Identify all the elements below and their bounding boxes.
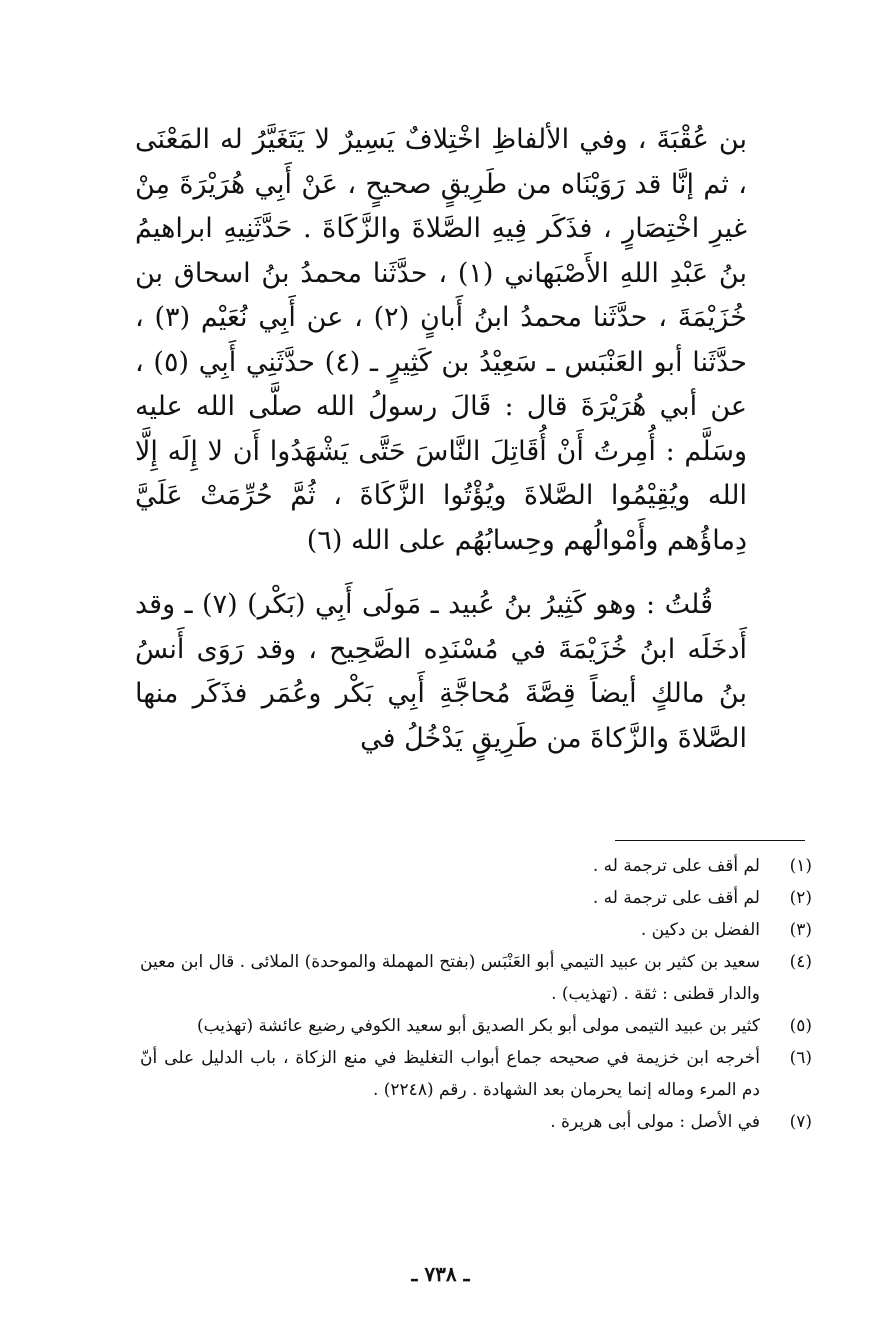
footnote-text: لم أقف على ترجمة له . — [592, 856, 760, 876]
main-text — [135, 118, 747, 761]
footnote-number: (١) — [789, 856, 812, 876]
footnote-number: (٣) — [789, 920, 812, 940]
main-paragraph-1: بن عُقْبَةَ ، وفي الألفاظِ اخْتِلافٌ يَسِيرٌ لا يَتَغَيَّرُ له المَعْنَى ، ثم إنَّا قد رَوَيْنَاه من طَرِيقٍ صحيحٍ ، عَنْ أَبِي هُرَيْرَةَ مِنْ غيرِ اخْتِصَارٍ ، فذَكَر فِيهِ الصَّلاةَ والزَّكَاةَ . حَدَّثَنِيهِ ابراهيمُ بنُ عَبْدِ اللهِ الأَصْبَهاني (١) ، حدَّثَنا محمدُ بنُ اسحاق بن خُزَيْمَةَ ، حدَّثَنا محمدُ ابنُ أَبانٍ (٢) ، عن أَبِي نُعَيْم (٣) ، حدَّثَنا أبو العَنْبَس ـ سَعِيْدُ بن كَثِيرٍ ـ (٤) حدَّثَنِي أَبِي (٥) ، عن أبي هُرَيْرَةَ قال : قَالَ رسولُ الله صلَّى الله عليه وسَلَّم : أُمِرتُ أَنْ أُقَاتِلَ النَّاسَ حَتَّى يَشْهَدُوا أَن لا إِلَه إِلَّا الله ويُقِيْمُوا الصَّلاةَ ويُؤْتُوا الزَّكَاةَ ، ثُمَّ حُرِّمَتْ عَلَيَّ دِماؤُهم وأَمْوالُهم وحِسابُهُم على الله (٦) — [135, 124, 747, 556]
footnote-text: كثير بن عبيد التيمى مولى أبو بكر الصديق أبو سعيد الكوفي رضيع عائشة (تهذيب) — [196, 1016, 760, 1036]
footnote-4 — [140, 946, 812, 1010]
footnote-text: سعيد بن كثير بن عبيد التيمي أبو العَنْبَس (بفتح المهملة والموحدة) الملائى . قال ابن معين والدار قطنى : ثقة . (تهذيب) . — [140, 952, 760, 1004]
footnote-divider — [615, 840, 805, 841]
footnote-number: (٦) — [789, 1048, 812, 1068]
footnote-text: لم أقف على ترجمة له . — [592, 888, 760, 908]
footnote-number: (٢) — [789, 888, 812, 908]
page-number: ـ ٧٣٨ ـ — [411, 1262, 470, 1286]
footnote-3 — [140, 914, 812, 946]
footnote-text: في الأصل : مولى أبى هريرة . — [550, 1112, 760, 1132]
footnote-5 — [140, 1010, 812, 1042]
footnote-2 — [140, 882, 812, 914]
main-paragraph-2: قُلتُ : وهو كَثِيرُ بنُ عُبيد ـ مَولَى أَبِي (بَكْر) (٧) ـ وقد أَدخَلَه ابنُ خُزَيْمَةَ في مُسْنَدِه الصَّحِيح ، وقد رَوَى أَنسُ بنُ مالكٍ أيضاً قِصَّةَ مُحاجَّةِ أَبِي بَكْر وعُمَر فذَكَر منها الصَّلاةَ والزَّكاةَ من طَرِيقٍ يَدْخُلُ في — [135, 589, 747, 754]
footnote-1 — [140, 850, 812, 882]
footnote-6 — [140, 1042, 812, 1106]
footnote-7 — [140, 1106, 812, 1138]
footnote-text: الفضل بن دكين . — [640, 920, 760, 940]
footnote-number: (٧) — [789, 1112, 812, 1132]
footnote-number: (٤) — [789, 952, 812, 972]
footnote-text: أخرجه ابن خزيمة في صحيحه جماع أبواب التغليظ في منع الزكاة ، باب الدليل على أنّ دم المرء وماله إنما يحرمان بعد الشهادة . رقم (٢٢٤٨) . — [140, 1048, 760, 1100]
footnote-number: (٥) — [789, 1016, 812, 1036]
footnotes — [140, 850, 812, 1138]
